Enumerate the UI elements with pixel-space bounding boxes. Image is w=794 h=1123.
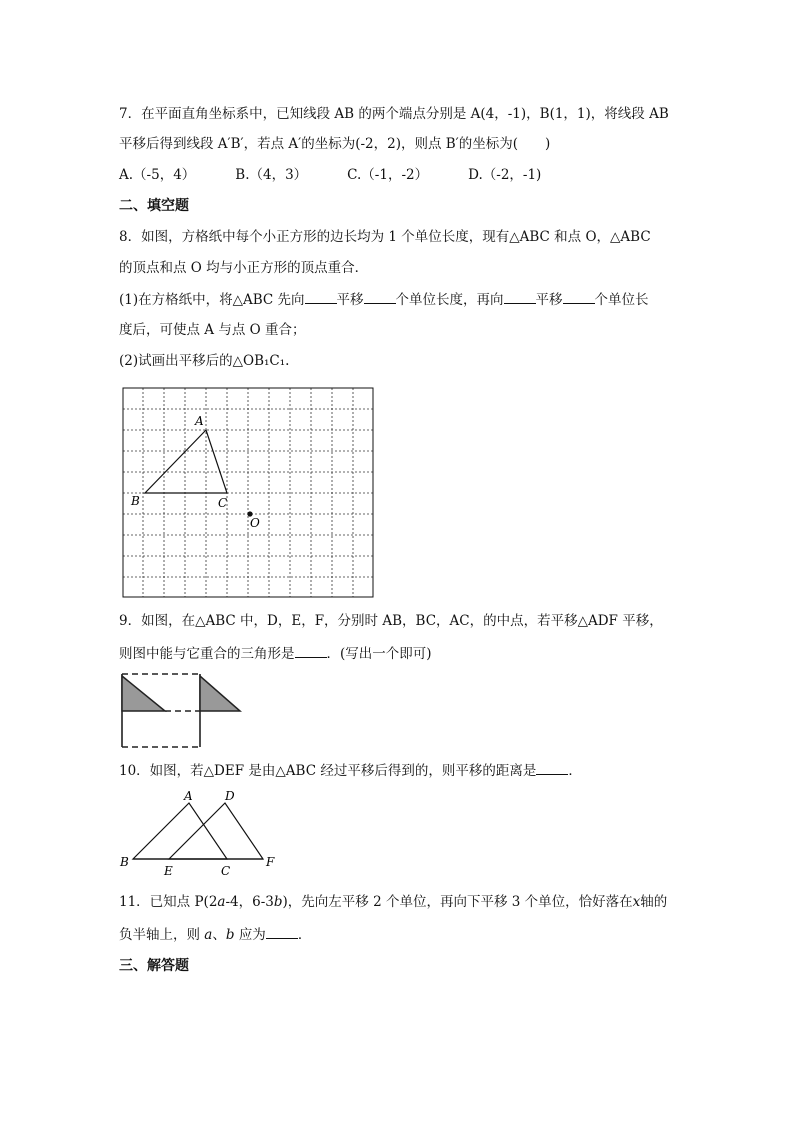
q8-part2: (2)试画出平移后的△OB₁C₁. bbox=[119, 353, 290, 369]
q8-line2: 的顶点和点 O 均与小正方形的顶点重合． bbox=[119, 260, 369, 276]
label-b: B bbox=[120, 855, 129, 869]
label-c: C bbox=[221, 864, 231, 878]
q10-line1: 10．如图，若△DEF 是由△ABC 经过平移后得到的，则平移的距离是 ． bbox=[119, 760, 582, 781]
answer-blank[interactable] bbox=[563, 289, 595, 304]
q8-line1: 8．如图，方格纸中每个小正方形的边长均为 1 个单位长度，现有△ABC 和点 O，△ABC bbox=[119, 229, 651, 245]
label-f: F bbox=[266, 855, 275, 869]
q9-figure bbox=[118, 671, 244, 751]
section-heading-answer: 三、解答题 bbox=[119, 958, 189, 974]
label-d: D bbox=[225, 789, 235, 803]
label-e: E bbox=[164, 864, 173, 878]
shaded-triangle-left bbox=[122, 676, 165, 711]
q9-line1: 9．如图，在△ABC 中，D，E，F，分别时 AB，BC，AC，的中点，若平移△ADF 平移， bbox=[119, 613, 663, 629]
q7-line1: 7．在平面直角坐标系中，已知线段 AB 的两个端点分别是 A(4，-1)，B(1，1)，将线段 AB bbox=[119, 106, 669, 122]
label-c: C bbox=[218, 496, 228, 510]
triangle-def bbox=[169, 803, 263, 859]
triangle-abc bbox=[145, 430, 227, 493]
q11-line1: 11．已知点 P(2a-4，6-3b)，先向左平移 2 个单位，再向下平移 3 个单位，恰好落在x轴的 bbox=[119, 894, 668, 910]
q7-option-d: D.（-2，-1) bbox=[468, 167, 542, 183]
q7-option-b: B.（4，3） bbox=[235, 167, 308, 183]
answer-blank[interactable] bbox=[536, 760, 568, 775]
answer-blank[interactable] bbox=[266, 924, 298, 939]
answer-blank[interactable] bbox=[305, 289, 337, 304]
label-a: A bbox=[184, 789, 193, 803]
section-heading-fill-in: 二、填空题 bbox=[119, 198, 189, 214]
q9-line2: 则图中能与它重合的三角形是 ．(写出一个即可) bbox=[119, 643, 432, 664]
q11-line2: 负半轴上，则 a、b 应为 ． bbox=[119, 924, 311, 945]
q7-options bbox=[119, 165, 581, 185]
answer-blank[interactable] bbox=[504, 289, 536, 304]
q8-part1-line1: (1)在方格纸中，将△ABC 先向 平移 个单位长度，再向 平移 个单位长 bbox=[119, 289, 649, 310]
label-a: A bbox=[195, 414, 204, 428]
answer-blank[interactable] bbox=[364, 289, 396, 304]
q7-option-a: A.（-5，4） bbox=[119, 167, 196, 183]
q10-figure bbox=[116, 788, 286, 880]
label-o: O bbox=[250, 516, 260, 530]
triangle-abc bbox=[133, 803, 227, 859]
q7-line2: 平移后得到线段 A′B′，若点 A′的坐标为(-2，2)，则点 B′的坐标为( ) bbox=[119, 136, 551, 152]
q8-grid-figure bbox=[122, 387, 375, 600]
shaded-triangle-right bbox=[200, 676, 240, 711]
answer-blank[interactable] bbox=[295, 643, 327, 658]
label-b: B bbox=[131, 494, 140, 508]
q8-part1-line2: 度后，可使点 A 与点 O 重合； bbox=[119, 322, 306, 338]
q7-option-c: C.（-1，-2） bbox=[347, 167, 429, 183]
